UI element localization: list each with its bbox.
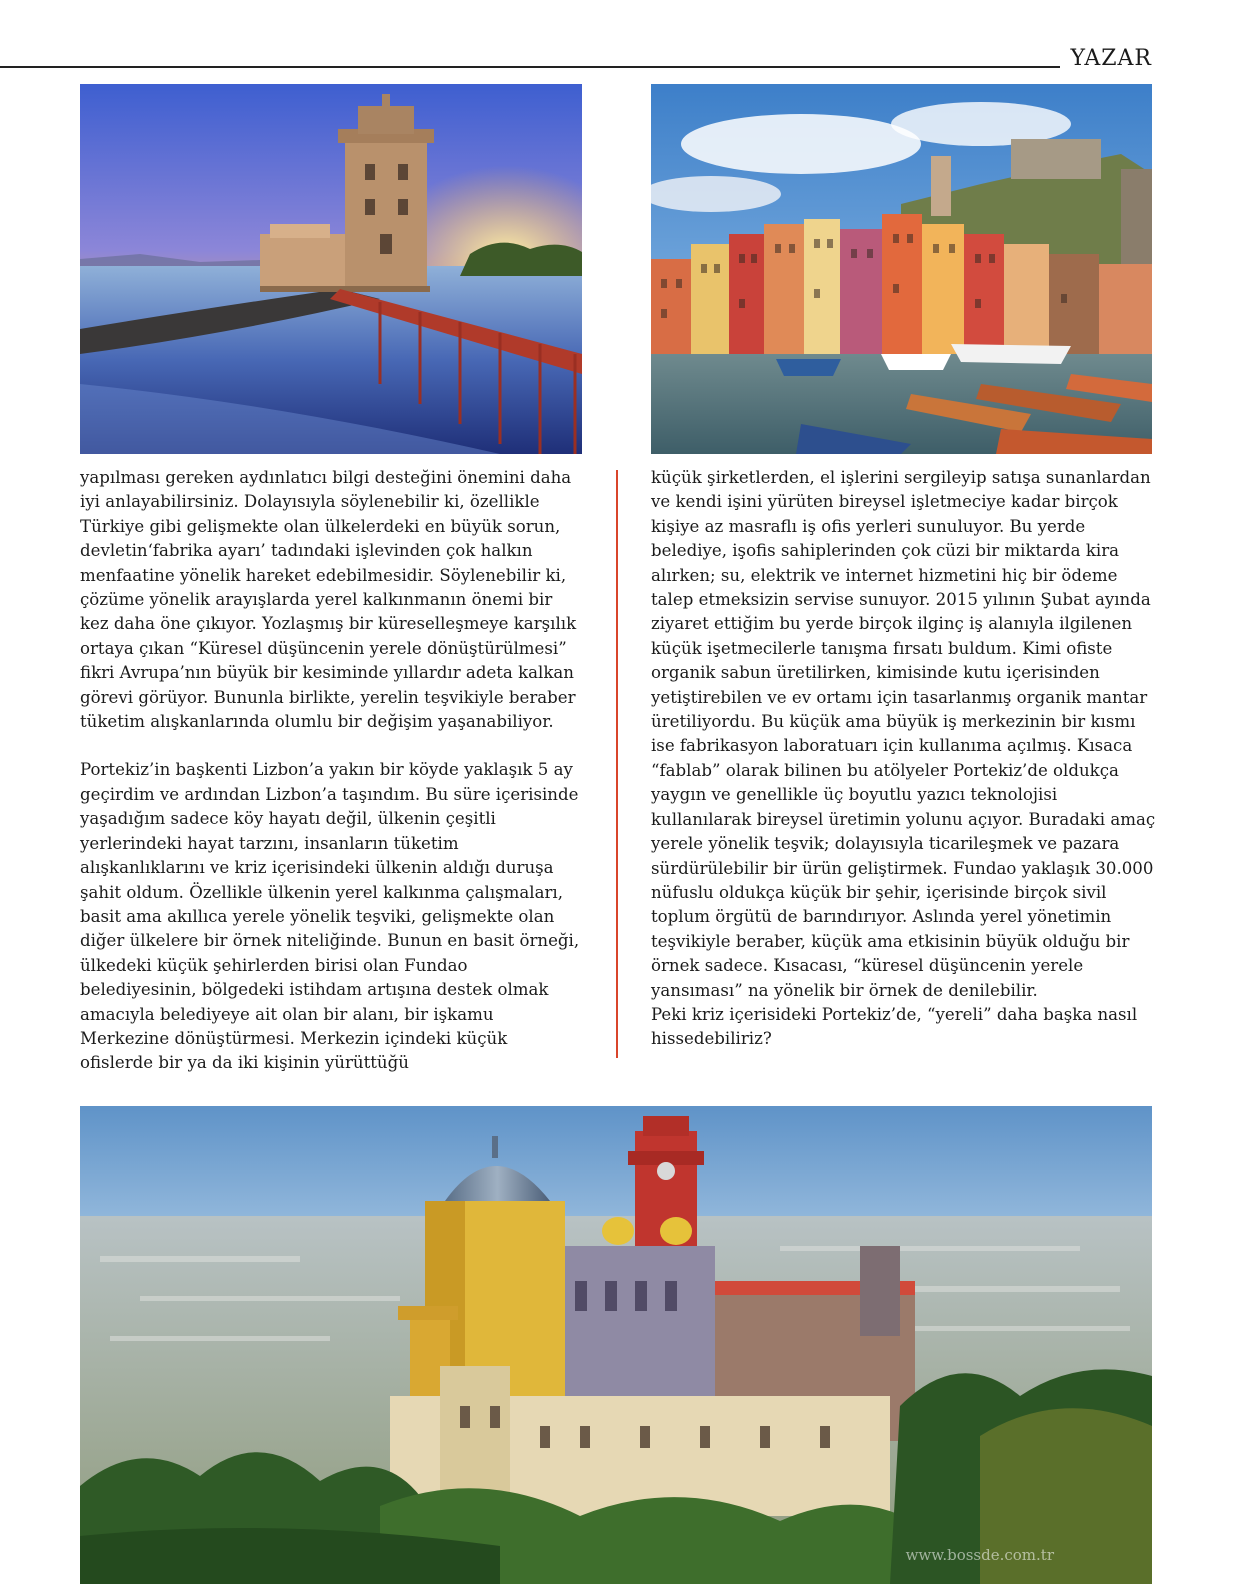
- article-column-right: [651, 466, 1156, 1052]
- article-column-left: [80, 466, 585, 1076]
- section-label: YAZAR: [1070, 46, 1152, 71]
- column-divider: [616, 470, 618, 1058]
- pena-palace-illustration: [80, 1106, 1152, 1584]
- website-watermark: www.bossde.com.tr: [905, 1546, 1054, 1564]
- article-paragraph: yapılması gereken aydınlatıcı bilgi desteğini önemini daha iyi anlayabilirsiniz. Dolayısıyla söylenebilir ki, özellikle Türkiye gibi gelişmekte olan ülkelerdeki en büyük sorun, devletin‘fabrika ayarı’ tadındaki işlevinden çok halkın menfaatine yönelik hareket edebilmesidir. Söylenebilir ki, çözüme yönelik arayışlarda yerel kalkınmanın önemi bir kez daha öne çıkıyor. Yozlaşmış bir küreselleşmeye karşılık ortaya çıkan “Küresel düşüncenin yerele dönüştürülmesi” fikri Avrupa’nın büyük bir kesiminde yıllardır adeta kalkan görevi görüyor. Bununla birlikte, yerelin teşvikiyle beraber tüketim alışkanlarında olumlu bir değişim yaşanabiliyor.: [80, 468, 577, 732]
- belem-tower-illustration: [80, 84, 582, 454]
- harbor-illustration: [651, 84, 1152, 454]
- photo-pena-palace: [80, 1106, 1152, 1584]
- article-paragraph: küçük şirketlerden, el işlerini sergileyip satışa sunanlardan ve kendi işini yürüten bireysel işletmeciye kadar birçok kişiye az masraflı iş ofis yerleri sunuluyor. Bu yerde belediye, işofis sahiplerinden çok cüzi bir miktarda kira alırken; su, elektrik ve internet hizmetini hiç bir ödeme talep etmeksizin servise sunuyor. 2015 yılının Şubat ayında ziyaret ettiğim bu yerde birçok ilginç iş alanıyla ilgilenen küçük işetmecilerle tanışma fırsatı buldum. Kimi ofiste organik sabun üretilirken, kimisinde kutu içerisinden yetiştirebilen ve ev ortamı için tasarlanmış organik mantar üretiliyordu. Bu küçük ama büyük iş merkezinin bir kısmı ise fabrikasyon laboratuarı için kullanıma açılmış. Kısaca “fablab” olarak bilinen bu atölyeler Portekiz’de oldukça yaygın ve genellikle üç boyutlu yazıcı teknolojisi kullanılarak bireysel üretimin yolunu açıyor. Buradaki amaç yerele yönelik teşvik; dolayısıyla ticarileşmek ve pazara sürdürülebilir bir ürün geliştirmek. Fundao yaklaşık 30.000 nüfuslu oldukça küçük bir şehir, içerisinde birçok sivil toplum örgütü de barındırıyor. Aslında yerel yönetimin teşvikiyle beraber, küçük ama etkisinin büyük olduğu bir örnek sadece. Kısacası, “küresel düşüncenin yerele yansıması” na yönelik bir örnek de denilebilir.: [651, 468, 1156, 1000]
- photo-colorful-harbor: [651, 84, 1152, 454]
- header-rule: [0, 66, 1060, 68]
- photo-belem-tower: [80, 84, 582, 454]
- article-paragraph: Portekiz’in başkenti Lizbon’a yakın bir köyde yaklaşık 5 ay geçirdim ve ardından Lizbon’a taşındım. Bu süre içerisinde yaşadığım sadece köy hayatı değil, ülkenin çeşitli yerlerindeki hayat tarzını, insanların tüketim alışkanlıklarını ve kriz içerisindeki ülkenin aldığı duruşa şahit oldum. Özellikle ülkenin yerel kalkınma çalışmaları, basit ama akıllıca yerele yönelik teşviki, gelişmekte olan diğer ülkelere bir örnek niteliğinde. Bunun en basit örneği, ülkedeki küçük şehirlerden birisi olan Fundao belediyesinin, bölgedeki istihdam artışına destek olmak amacıyla belediyeye ait olan bir alanı, bir işkamu Merkezine dönüştürmesi. Merkezin içindeki küçük ofislerde bir ya da iki kişinin yürüttüğü: [80, 760, 580, 1073]
- article-paragraph: Peki kriz içerisideki Portekiz’de, “yereli” daha başka nasıl hissedebiliriz?: [651, 1004, 1138, 1049]
